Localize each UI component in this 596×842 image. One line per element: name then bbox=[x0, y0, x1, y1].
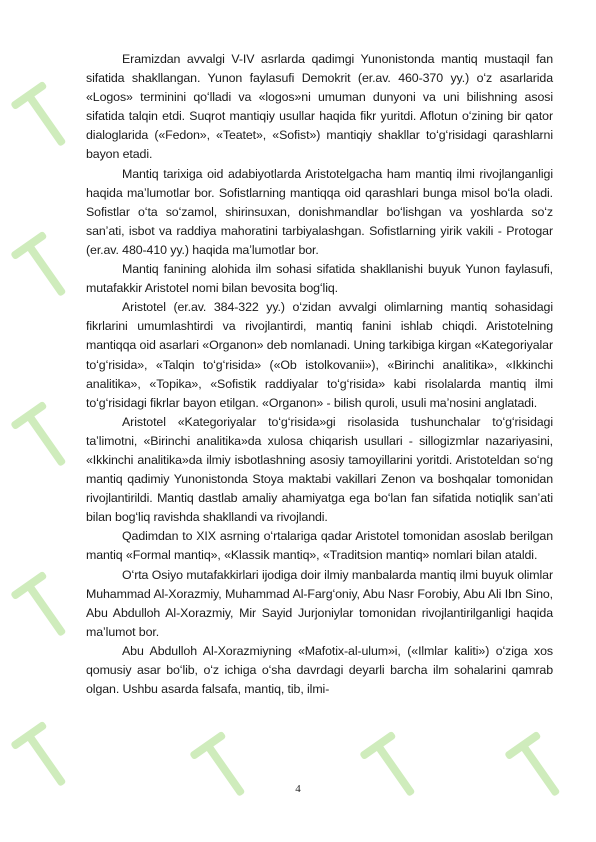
document-body bbox=[86, 50, 553, 699]
page-number: 4 bbox=[295, 783, 301, 795]
paragraph: Aristotel «Kategoriyalar toʻgʻrisida»gi risolasida tushunchalar toʻgʻrisidagi taʼlimotni, «Birinchi analitika»da xulosa chiqarish usullari - sillogizmlar nazariyasini, «Ikkinchi analitika»da ilmiy isbotlashning asosiy tamoyillarini yoritdi. Aristoteldan soʻng mantiq qadimiy Yunonistonda Stoya maktabi vakillari Zenon va boshqalar tomonidan rivojlantirildi. Mantiq dastlab amaliy ahamiyatga ega boʻlan fan sifatida notiqlik sanʼati bilan bogʻliq ravishda shakllandi va rivojlandi. bbox=[86, 414, 553, 525]
watermark-mark bbox=[10, 231, 79, 306]
watermark-mark bbox=[10, 81, 79, 156]
paragraph: Qadimdan to XIX asrning oʻrtalariga qadar Aristotel tomonidan asoslab berilgan mantiq «Formal mantiq», «Klassik mantiq», «Traditsion mantiq» nomlari bilan ataldi. bbox=[86, 529, 553, 563]
paragraph: Mantiq fanining alohida ilm sohasi sifatida shakllanishi buyuk Yunon faylasufi, mutafakkir Aristotel nomi bilan bevosita bogʻliq. bbox=[86, 262, 553, 296]
watermark-mark bbox=[10, 401, 79, 476]
watermark-mark bbox=[10, 571, 79, 646]
paragraph: Abu Abdulloh Al-Xorazmiyning «Mafotix-al-ulum»i, («Ilmlar kaliti») oʻziga xos qomusiy asar boʻlib, oʻz ichiga oʻsha davrdagi deyarli barcha ilm sohalarini qamrab olgan. Ushbu asarda falsafa, mantiq, tib, ilmi- bbox=[86, 643, 553, 697]
paragraph: Oʻrta Osiyo mutafakkirlari ijodiga doir ilmiy manbalarda mantiq ilmi buyuk olimlar Muhammad Al-Xorazmiy, Muhammad Al-Fargʻoniy, Abu Nasr Forobiy, Abu Ali Ibn Sino, Abu Abdulloh Al-Xorazmiy, Mir Sayid Jurjoniylar tomonidan rivojlantirilganligi haqida maʼlumot bor. bbox=[86, 567, 553, 639]
paragraph: Eramizdan avvalgi V-IV asrlarda qadimgi Yunonistonda mantiq mustaqil fan sifatida shakllangan. Yunon faylasufi Demokrit (er.av. 460-370 yy.) oʻz asarlarida «Logos» terminini qoʻlladi va «logos»ni umuman dunyoni va uni bilishning asosi sifatida talqin etdi. Suqrot mantiqiy usullar haqida fikr yuritdi. Aflotun oʻzining bir qator dialoglarida («Fedon», «Teatet», «Sofist») mantiqiy shakllar toʻgʻrisidagi qarashlarni bayon etadi. bbox=[86, 52, 553, 162]
paragraph: Aristotel (er.av. 384-322 yy.) oʻzidan avvalgi olimlarning mantiq sohasidagi fikrlarini umumlashtirdi va rivojlantirdi, mantiq fanini ishlab chiqdi. Aristotelning mantiqqa oid asarlari «Organon» deb nomlanadi. Uning tarkibiga kirgan «Kategoriyalar toʻgʻrisida», «Talqin toʻgʻrisida» («Ob istolkovanii»), «Birinchi analitika», «Ikkinchi analitika», «Topika», «Sofistik raddiyalar toʻgʻrisida» kabi risolalarda mantiq ilmi toʻgʻrisidagi fikrlar bayon etilgan. «Organon» - bilish quroli, usuli maʼnosini anglatadi. bbox=[86, 300, 553, 410]
paragraph: Mantiq tarixiga oid adabiyotlarda Aristotelgacha ham mantiq ilmi rivojlanganligi haqida maʼlumotlar bor. Sofistlarning mantiqqa oid qarashlari bunga misol boʻla oladi. Sofistlar oʻta soʻzamol, shirinsuxan, donishmandlar boʻlishgan va yoshlarda soʻz sanʼati, isbot va raddiya mahoratini tarbiyalashgan. Sofistlarning yirik vakili - Protogar (er.av. 480-410 yy.) haqida maʼlumotlar bor. bbox=[86, 166, 553, 257]
